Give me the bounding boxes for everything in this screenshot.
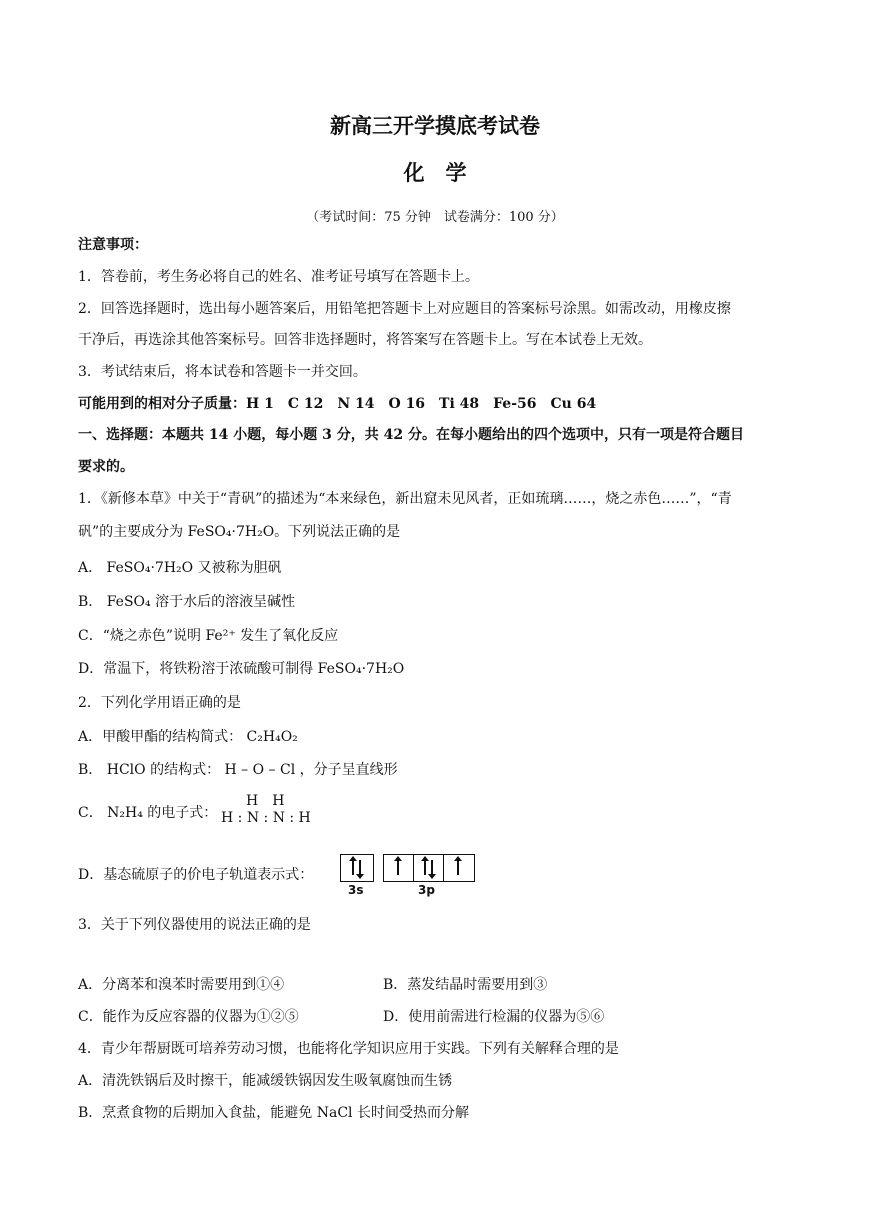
orbital-3p-2	[414, 855, 444, 881]
q1-option-d: D．常温下，将铁粉溶于浓硫酸可制得 FeSO₄·7H₂O	[78, 661, 405, 677]
q2-option-d: D．基态硫原子的价电子轨道表示式：	[78, 867, 314, 883]
q1-option-c: C．“烧之赤色”说明 Fe²⁺ 发生了氧化反应	[78, 628, 339, 644]
notice-item-1: 1．答卷前，考生务必将自己的姓名、准考证号填写在答题卡上。	[78, 269, 479, 285]
q2-option-c: C． N₂H₄ 的电子式：	[78, 805, 218, 821]
spin-up-arrow-icon	[352, 860, 354, 875]
orbital-3p-box	[383, 854, 475, 882]
orbital-label-3p: 3p	[418, 883, 435, 897]
q4-stem: 4．青少年帮厨既可培养劳动习惯，也能将化学知识应用于实践。下列有关解释合理的是	[78, 1041, 619, 1057]
q1-option-a: A． FeSO₄·7H₂O 又被称为胆矾	[78, 560, 282, 576]
orbital-3p-3	[444, 855, 473, 881]
q1-option-b: B． FeSO₄ 溶于水后的溶液呈碱性	[78, 594, 296, 610]
orbital-3s-box	[340, 854, 374, 882]
q1-stem-a: 1．《新修本草》中关于“青矾”的描述为“本来绿色，新出窟未见风者，正如琉璃……，烧之赤色……”，“青	[78, 491, 732, 507]
q3-option-a: A．分离苯和溴苯时需要用到①④	[78, 977, 285, 993]
q4-option-b: B．烹煮食物的后期加入食盐，能避免 NaCl 长时间受热而分解	[78, 1105, 469, 1121]
orbital-3p-1	[384, 855, 414, 881]
spin-up-arrow-icon	[397, 860, 399, 875]
exam-title: 新高三开学摸底考试卷	[330, 113, 540, 138]
section1-heading-b: 要求的。	[78, 459, 134, 475]
q3-option-d: D．使用前需进行检漏的仪器为⑤⑥	[383, 1009, 605, 1025]
spin-up-arrow-icon	[424, 860, 426, 875]
section1-heading-a: 一、选择题：本题共 14 小题，每小题 3 分，共 42 分。在每小题给出的四个选项中，只有一项是符合题目	[78, 427, 744, 443]
notice-item-3: 3．考试结束后，将本试卷和答题卡一并交回。	[78, 364, 367, 380]
q3-option-c: C．能作为反应容器的仪器为①②⑤	[78, 1009, 299, 1025]
spin-down-arrow-icon	[431, 860, 433, 875]
n2h4-electron-top: H H	[246, 793, 285, 809]
spin-up-arrow-icon	[457, 860, 459, 875]
n2h4-electron-formula: H : N : N : H	[221, 810, 311, 826]
exam-time-info: （考试时间：75 分钟 试卷满分：100 分）	[306, 210, 564, 225]
spin-down-arrow-icon	[359, 860, 361, 875]
subject-title: 化 学	[403, 160, 467, 185]
notice-item-2a: 2．回答选择题时，选出每小题答案后，用铅笔把答题卡上对应题目的答案标号涂黑。如需改动，用橡皮擦	[78, 301, 731, 317]
notice-item-2b: 干净后，再选涂其他答案标号。回答非选择题时，将答案写在答题卡上。写在本试卷上无效。	[78, 332, 652, 348]
relative-masses: 可能用到的相对分子质量：H 1 C 12 N 14 O 16 Ti 48 Fe-56 Cu 64	[78, 396, 597, 412]
q3-stem: 3．关于下列仪器使用的说法正确的是	[78, 917, 311, 933]
q4-option-a: A．清洗铁锅后及时擦干，能减缓铁锅因发生吸氧腐蚀而生锈	[78, 1073, 453, 1089]
q2-stem: 2．下列化学用语正确的是	[78, 695, 241, 711]
q1-stem-b: 矾”的主要成分为 FeSO₄·7H₂O。下列说法正确的是	[78, 524, 401, 540]
orbital-3s	[341, 855, 373, 881]
notice-heading: 注意事项：	[78, 237, 148, 253]
orbital-label-3s: 3s	[348, 883, 364, 897]
q2-option-b: B． HClO 的结构式： H – O – Cl ，分子呈直线形	[78, 762, 398, 778]
q3-option-b: B．蒸发结晶时需要用到③	[383, 977, 548, 993]
q2-option-a: A．甲酸甲酯的结构简式： C₂H₄O₂	[78, 729, 298, 745]
